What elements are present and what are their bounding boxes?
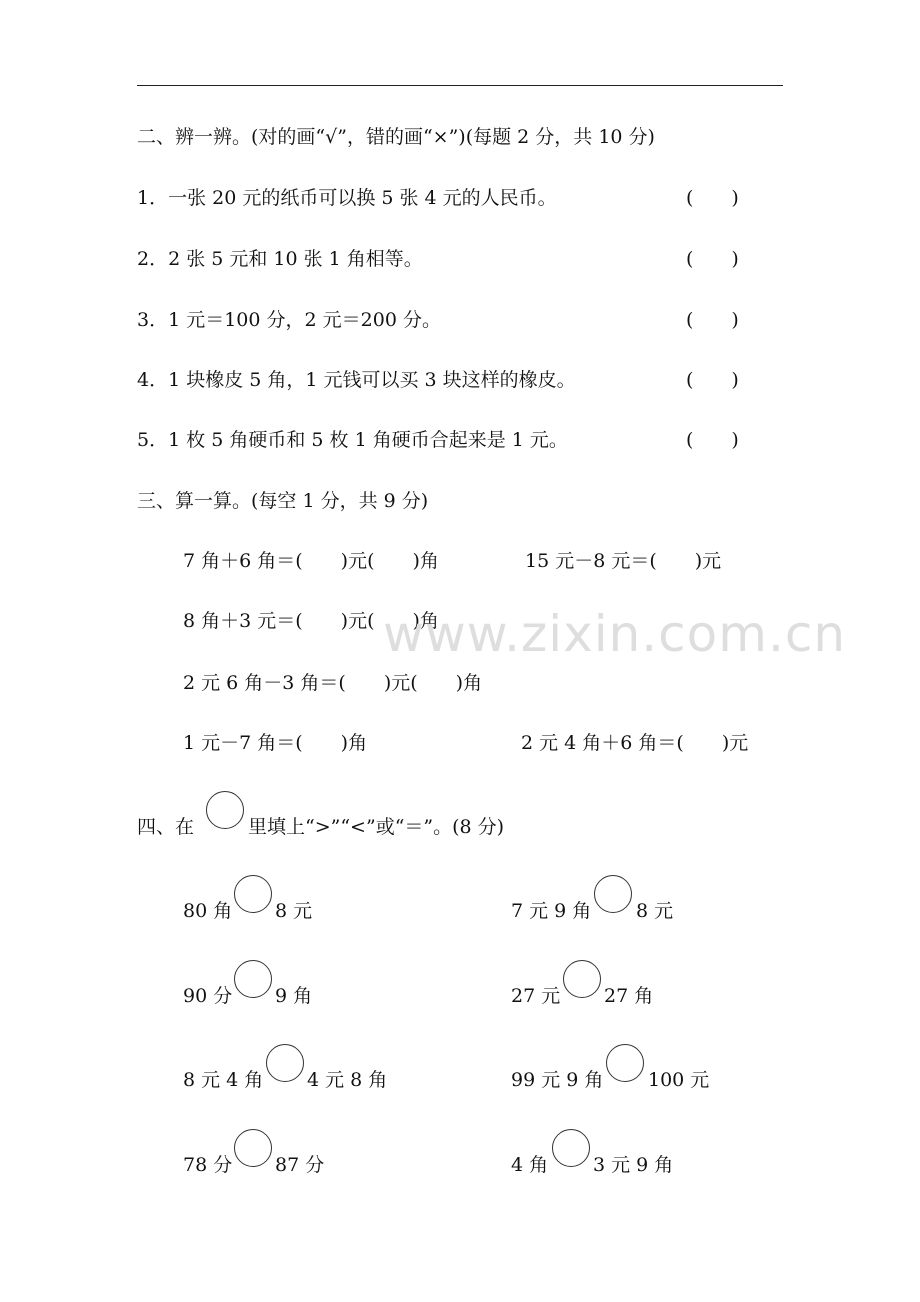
judge-answer-3[interactable]: ( ): [686, 309, 739, 331]
section4-heading-prefix: 四、在: [137, 816, 195, 838]
section2-heading: 二、辨一辨。(对的画“√”，错的画“×”)(每题 2 分，共 10 分): [137, 126, 655, 148]
compare-right-3: 9 角: [275, 985, 313, 1007]
compare-left-5: 8 元 4 角: [183, 1069, 264, 1091]
judge-item-4: 4．1 块橡皮 5 角，1 元钱可以买 3 块这样的橡皮。: [137, 369, 576, 391]
compare-left-6: 99 元 9 角: [511, 1069, 604, 1091]
calc-problem-2[interactable]: 15 元－8 元＝( )元: [525, 550, 722, 572]
watermark: www.zixin.com.cn: [383, 605, 847, 663]
judge-item-5: 5．1 枚 5 角硬币和 5 枚 1 角硬币合起来是 1 元。: [137, 429, 568, 451]
section3-heading: 三、算一算。(每空 1 分，共 9 分): [137, 490, 429, 512]
compare-left-2: 7 元 9 角: [511, 900, 592, 922]
compare-blank-5[interactable]: [266, 1044, 304, 1082]
compare-left-8: 4 角: [511, 1154, 549, 1176]
compare-blank-4[interactable]: [563, 960, 601, 998]
compare-right-4: 27 角: [604, 985, 654, 1007]
compare-blank-6[interactable]: [606, 1044, 644, 1082]
compare-right-2: 8 元: [636, 900, 674, 922]
judge-item-3: 3．1 元＝100 分，2 元＝200 分。: [137, 309, 441, 331]
section4-heading-suffix: 里填上“>”“<”或“＝”。(8 分): [248, 816, 505, 838]
compare-blank-3[interactable]: [234, 960, 272, 998]
judge-answer-1[interactable]: ( ): [686, 187, 739, 209]
compare-left-7: 78 分: [183, 1154, 233, 1176]
judge-answer-2[interactable]: ( ): [686, 248, 739, 270]
compare-right-6: 100 元: [648, 1069, 710, 1091]
header-rule: [137, 85, 783, 86]
compare-blank-1[interactable]: [234, 875, 272, 913]
compare-blank-2[interactable]: [594, 875, 632, 913]
compare-blank-7[interactable]: [234, 1129, 272, 1167]
compare-circle-icon: [206, 791, 244, 829]
compare-right-5: 4 元 8 角: [307, 1069, 388, 1091]
calc-problem-6[interactable]: 2 元 4 角＋6 角＝( )元: [521, 732, 749, 754]
compare-blank-8[interactable]: [552, 1129, 590, 1167]
judge-answer-4[interactable]: ( ): [686, 369, 739, 391]
compare-left-3: 90 分: [183, 985, 233, 1007]
calc-problem-4[interactable]: 2 元 6 角－3 角＝( )元( )角: [183, 672, 483, 694]
compare-right-1: 8 元: [275, 900, 313, 922]
calc-problem-1[interactable]: 7 角＋6 角＝( )元( )角: [183, 550, 439, 572]
compare-left-1: 80 角: [183, 900, 233, 922]
judge-answer-5[interactable]: ( ): [686, 429, 739, 451]
compare-right-7: 87 分: [275, 1154, 325, 1176]
compare-right-8: 3 元 9 角: [593, 1154, 674, 1176]
compare-left-4: 27 元: [511, 985, 561, 1007]
calc-problem-3[interactable]: 8 角＋3 元＝( )元( )角: [183, 610, 439, 632]
judge-item-2: 2．2 张 5 元和 10 张 1 角相等。: [137, 248, 423, 270]
judge-item-1: 1．一张 20 元的纸币可以换 5 张 4 元的人民币。: [137, 187, 557, 209]
calc-problem-5[interactable]: 1 元－7 角＝( )角: [183, 732, 368, 754]
